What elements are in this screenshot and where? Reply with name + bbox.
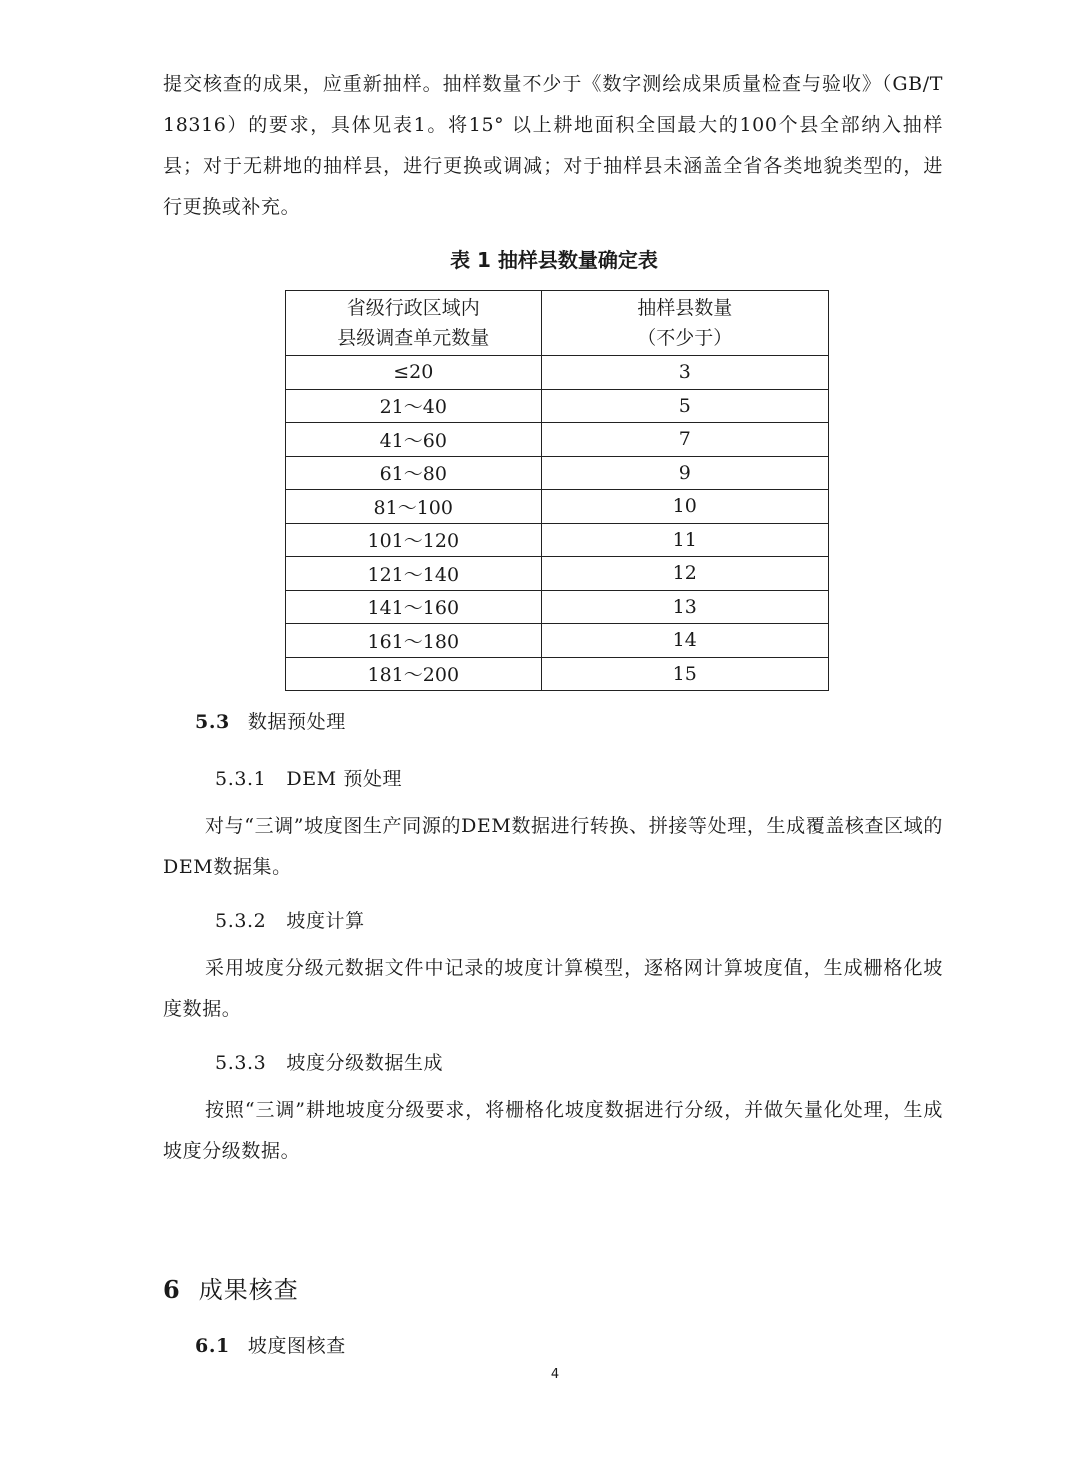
range-cell: 81～100 [286,490,542,524]
paragraph-5-3-3: 按照“三调”耕地坡度分级要求，将栅格化坡度数据进行分级，并做矢量化处理，生成坡度分级数据。 [163,1099,943,1162]
count-cell: 7 [541,423,828,457]
range-cell: 181～200 [286,657,542,691]
section-heading-6-1: 6.1 坡度图核查 [195,1335,346,1357]
page-number: 4 [550,1367,560,1382]
count-cell: 5 [541,389,828,423]
count-cell: 12 [541,557,828,591]
section-heading-5-3-2: 5.3.2 坡度计算 [215,910,365,932]
range-cell: ≤20 [286,356,542,390]
table-row [286,356,829,390]
section-heading-5-3-1: 5.3.1 DEM 预处理 [215,768,403,790]
count-cell: 11 [541,523,828,557]
range-cell: 141～160 [286,590,542,624]
count-cell: 13 [541,590,828,624]
section-heading-5-3-3: 5.3.3 坡度分级数据生成 [215,1052,444,1074]
count-cell: 15 [541,657,828,691]
range-cell: 61～80 [286,456,542,490]
table-row [286,590,829,624]
header-sample-count: 抽样县数量 （不少于） [541,291,828,356]
paragraph-5-3-1: 对与“三调”坡度图生产同源的DEM数据进行转换、拼接等处理，生成覆盖核查区域的 DEM数据集。 [163,815,943,878]
range-cell: 101～120 [286,523,542,557]
sampling-county-table [285,290,829,691]
range-cell: 41～60 [286,423,542,457]
range-cell: 161～180 [286,624,542,658]
table-row [286,657,829,691]
count-cell: 10 [541,490,828,524]
count-cell: 3 [541,356,828,390]
table-row [286,423,829,457]
table-caption: 表 1 抽样县数量确定表 [450,248,658,272]
chapter-heading-6: 6 成果核查 [163,1275,299,1304]
count-cell: 9 [541,456,828,490]
table-row [286,490,829,524]
table-row [286,523,829,557]
intro-paragraph: 提交核查的成果，应重新抽样。抽样数量不少于《数字测绘成果质量检查与验收》（GB/T 18316）的要求，具体见表1。将15° 以上耕地面积全国最大的100个县全部纳入抽样县；对于无耕地的抽样县，进行更换或调减；对于抽样县未涵盖全省各类地貌类型的，进行更换或补充。 [163,73,943,218]
range-cell: 21～40 [286,389,542,423]
header-unit-count: 省级行政区域内 县级调查单元数量 [286,291,542,356]
table-row [286,624,829,658]
table-header-row [286,291,829,356]
table-row [286,389,829,423]
section-heading-5-3: 5.3 数据预处理 [195,711,346,733]
table-row [286,557,829,591]
range-cell: 121～140 [286,557,542,591]
table-row [286,456,829,490]
count-cell: 14 [541,624,828,658]
paragraph-5-3-2: 采用坡度分级元数据文件中记录的坡度计算模型，逐格网计算坡度值，生成栅格化坡度数据。 [163,957,943,1020]
